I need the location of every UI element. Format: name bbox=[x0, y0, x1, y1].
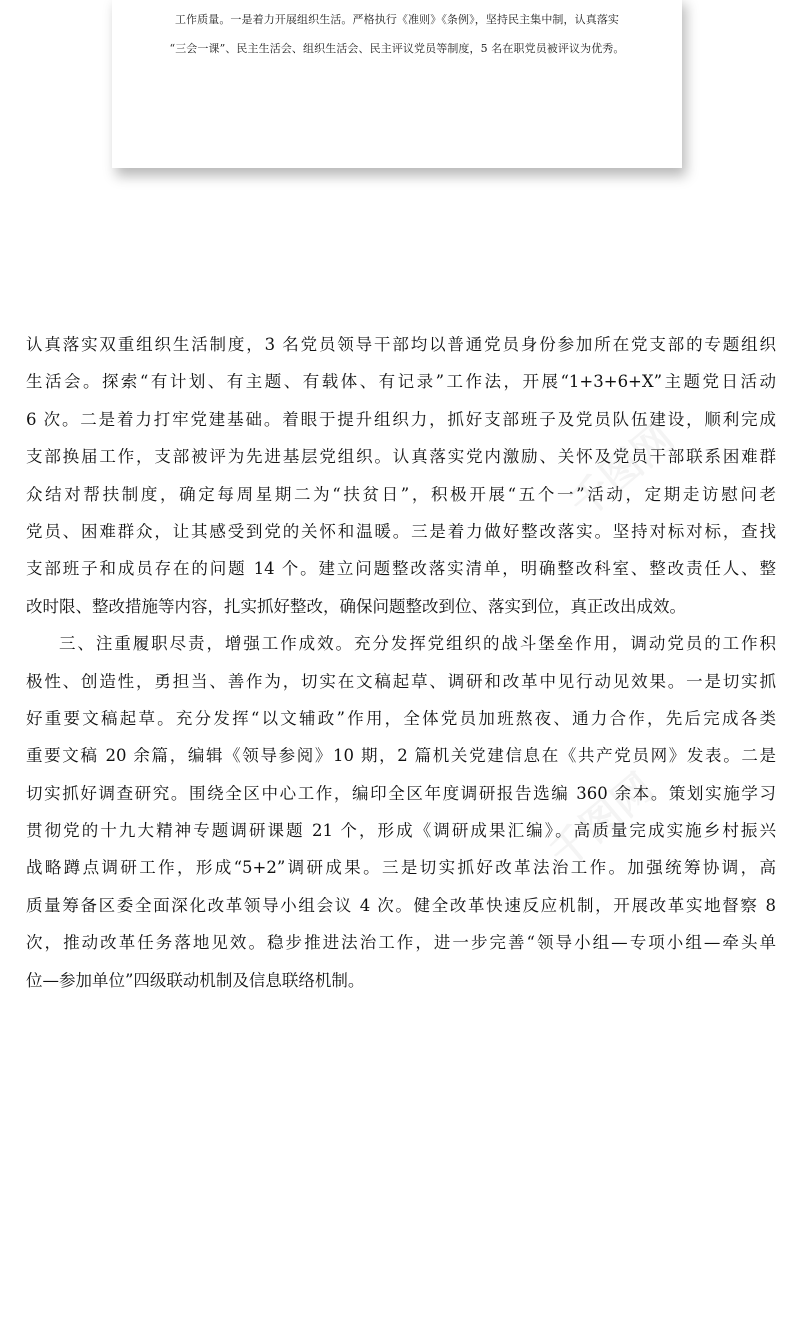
body-text-line: 位—参加单位”四级联动机制及信息联络机制。 bbox=[26, 970, 365, 990]
body-text-line: 支部换届工作，支部被评为先进基层党组织。认真落实党内激励、关怀及党员干部联系困难群 bbox=[26, 447, 776, 467]
body-text-line: 好重要文稿起草。充分发挥“以文辅政”作用，全体党员加班熬夜、通力合作，先后完成各类 bbox=[26, 708, 776, 728]
body-text-line: 战略蹲点调研工作，形成“5+2”调研成果。三是切实抓好改革法治工作。加强统筹协调，高 bbox=[26, 858, 776, 878]
document-preview-card bbox=[112, 0, 682, 168]
body-text-line: 支部班子和成员存在的问题 14 个。建立问题整改落实清单，明确整改科室、整改责任人、整 bbox=[26, 559, 776, 579]
document-body bbox=[26, 326, 776, 999]
body-text-line: 党员、困难群众，让其感受到党的关怀和温暖。三是着力做好整改落实。坚持对标对标，查找 bbox=[26, 521, 776, 541]
paragraph-heading-line: 三、注重履职尽责，增强工作成效。充分发挥党组织的战斗堡垒作用，调动党员的工作积 bbox=[59, 634, 776, 654]
body-text-line: 切实抓好调查研究。围绕全区中心工作，编印全区年度调研报告选编 360 余本。策划实施学习 bbox=[26, 783, 776, 803]
body-text-line: 极性、创造性，勇担当、善作为，切实在文稿起草、调研和改革中见行动见效果。一是切实抓 bbox=[26, 671, 776, 691]
body-text-line: 改时限、整改措施等内容，扎实抓好整改，确保问题整改到位、落实到位，真正改出成效。 bbox=[26, 596, 686, 616]
card-text-line-2: “三会一课”、民主生活会、组织生活会、民主评议党员等制度，5 名在职党员被评议为优秀。 bbox=[169, 42, 625, 55]
body-text-line: 重要文稿 20 余篇，编辑《领导参阅》10 期，2 篇机关党建信息在《共产党员网》发表。二是 bbox=[26, 746, 776, 766]
body-text-line: 生活会。探索“有计划、有主题、有载体、有记录”工作法，开展“1+3+6+X”主题党日活动 bbox=[26, 372, 776, 392]
watermark-mark: 千图网 bbox=[561, 414, 683, 528]
body-text-line: 认真落实双重组织生活制度，3 名党员领导干部均以普通党员身份参加所在党支部的专题组织 bbox=[26, 335, 776, 354]
body-text-line: 次，推动改革任务落地见效。稳步推进法治工作，进一步完善“领导小组—专项小组—牵头单 bbox=[26, 933, 776, 953]
body-text-line: 6 次。二是着力打牢党建基础。着眼于提升组织力，抓好支部班子及党员队伍建设，顺利完成 bbox=[26, 409, 776, 429]
body-text-line: 贯彻党的十九大精神专题调研课题 21 个，形成《调研成果汇编》。高质量完成实施乡村振兴 bbox=[26, 821, 776, 841]
body-text-line: 众结对帮扶制度，确定每周星期二为“扶贫日”，积极开展“五个一”活动，定期走访慰问老 bbox=[26, 484, 776, 504]
watermark-mark: 千图网 bbox=[541, 764, 663, 878]
card-text-line-1: 工作质量。一是着力开展组织生活。严格执行《准则》《条例》，坚持民主集中制，认真落实 bbox=[174, 13, 620, 26]
body-text-line: 质量筹备区委全面深化改革领导小组会议 4 次。健全改革快速反应机制，开展改革实地督察 8 bbox=[26, 895, 776, 915]
